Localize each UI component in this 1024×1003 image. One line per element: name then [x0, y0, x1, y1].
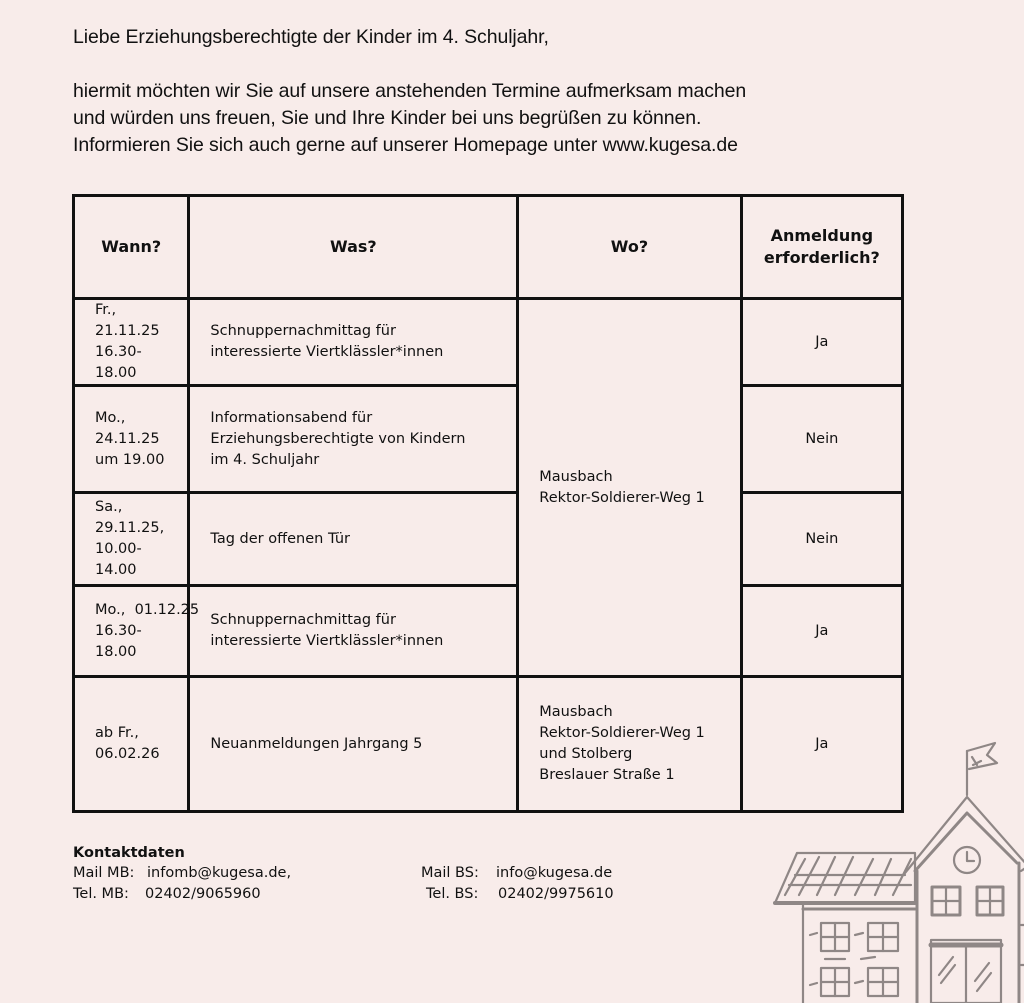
- events-table: [72, 194, 904, 813]
- cell-when: [74, 299, 189, 386]
- intro-text: [73, 24, 973, 159]
- when-time: 16.30-18.00: [95, 344, 142, 381]
- when-time: 16.30-18.00: [95, 622, 142, 660]
- when-date: ab Fr.,: [95, 725, 139, 741]
- tel-bs-value: 02402/9975610: [498, 886, 614, 902]
- cell-registration: Ja: [741, 586, 902, 677]
- school-building-icon: [765, 735, 1024, 1003]
- when-date: Mo., 01.12.25: [95, 601, 200, 618]
- cell-what: [189, 493, 518, 586]
- table-row: [74, 586, 903, 677]
- when-time: 10.00-14.00: [95, 541, 142, 578]
- where-line: Breslauer Straße 1: [539, 767, 675, 783]
- header-registration-line: erforderlich?: [763, 248, 880, 267]
- when-time: 06.02.26: [95, 746, 160, 762]
- cell-when: [74, 586, 200, 677]
- cell-what: [189, 299, 518, 386]
- where-line: Rektor-Soldierer-Weg 1: [539, 725, 705, 741]
- contact-tel-row: [73, 886, 614, 907]
- cell-what: [189, 677, 518, 812]
- cell-when: [74, 677, 189, 812]
- mail-mb-label: Mail MB:: [73, 865, 135, 881]
- intro-line: und würden uns freuen, Sie und Ihre Kinder bei uns begrüßen zu können.: [73, 107, 702, 129]
- tel-mb-value: 02402/9065960: [145, 886, 261, 902]
- what-line: Neuanmeldungen Jahrgang 5: [210, 735, 423, 752]
- what-line: Tag der offenen Tür: [210, 530, 350, 547]
- where-line: Rektor-Soldierer-Weg 1: [539, 489, 705, 506]
- cell-when: [74, 386, 189, 493]
- header-when: Wann?: [74, 196, 189, 299]
- contact-section: [73, 845, 614, 907]
- cell-registration: Nein: [741, 386, 902, 493]
- cell-registration: Nein: [741, 493, 902, 586]
- intro-line: hiermit möchten wir Sie auf unsere anstehenden Termine aufmerksam machen: [73, 80, 747, 102]
- contact-mail-row: [73, 865, 613, 886]
- what-line: im 4. Schuljahr: [210, 451, 320, 468]
- cell-where: [518, 677, 741, 812]
- header-registration-line: Anmeldung: [770, 226, 874, 245]
- what-line: interessierte Viertklässler*innen: [210, 633, 444, 649]
- when-date: Mo., 24.11.25: [95, 409, 160, 447]
- what-line: interessierte Viertklässler*innen: [210, 344, 444, 360]
- tel-bs-label: Tel. BS:: [426, 886, 479, 902]
- intro-line: Informieren Sie sich auch gerne auf unserer Homepage unter www.kugesa.de: [73, 134, 738, 156]
- table-row: [74, 386, 903, 493]
- when-date: Fr., 21.11.25: [95, 302, 160, 339]
- cell-registration: Ja: [741, 677, 902, 812]
- cell-registration: Ja: [741, 299, 902, 386]
- header-where: Wo?: [518, 196, 741, 299]
- what-line: Informationsabend für: [210, 409, 373, 426]
- where-line: Mausbach: [539, 704, 613, 720]
- when-date: Sa., 29.11.25,: [95, 499, 165, 536]
- what-line: Schnuppernachmittag für: [210, 612, 396, 628]
- cell-what: [189, 586, 518, 677]
- where-line: Mausbach: [539, 468, 613, 485]
- where-line: und Stolberg: [539, 746, 633, 762]
- table-row: [74, 493, 903, 586]
- contact-title: Kontaktdaten: [73, 845, 185, 861]
- mail-bs-value[interactable]: info@kugesa.de: [496, 865, 613, 881]
- header-what: Was?: [189, 196, 518, 299]
- salutation: Liebe Erziehungsberechtigte der Kinder im 4. Schuljahr,: [73, 26, 549, 48]
- tel-mb-label: Tel. MB:: [73, 886, 129, 902]
- cell-when: [74, 493, 189, 586]
- mail-mb-value[interactable]: infomb@kugesa.de,: [147, 865, 292, 881]
- table-header-row: [74, 196, 903, 299]
- cell-what: [189, 386, 518, 493]
- when-time: um 19.00: [95, 451, 165, 468]
- table-row: [74, 299, 903, 386]
- mail-bs-label: Mail BS:: [421, 865, 479, 881]
- what-line: Erziehungsberechtigte von Kindern: [210, 430, 466, 447]
- what-line: Schnuppernachmittag für: [210, 323, 396, 339]
- header-registration: [741, 196, 902, 299]
- cell-where-shared: [518, 299, 741, 677]
